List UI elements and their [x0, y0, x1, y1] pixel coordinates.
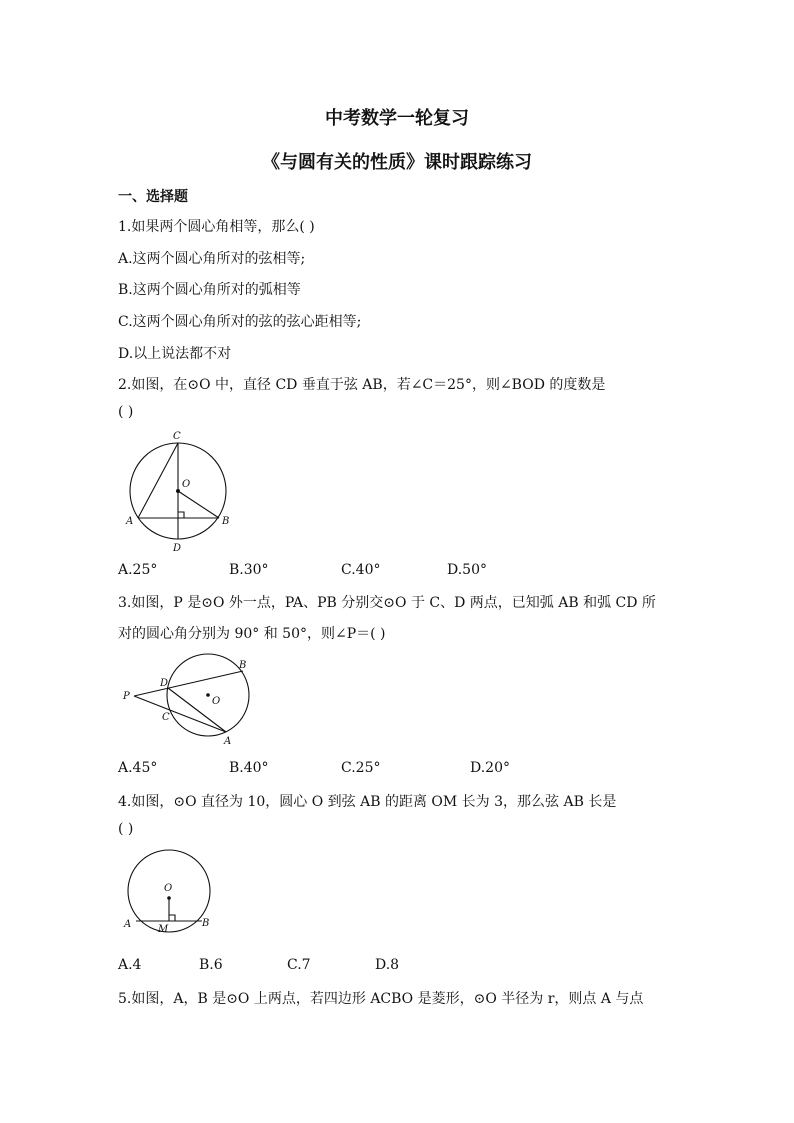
q2-center-dot [176, 489, 180, 493]
q1-option-d: D.以上说法都不对 [118, 346, 232, 362]
q4-option-b: B.6 [199, 957, 223, 973]
q4-option-a: A.4 [118, 957, 142, 973]
q3-label-c: C [162, 712, 170, 723]
q4-right-angle-mark [169, 915, 175, 921]
q2-label-a: A [126, 516, 134, 527]
q4-center-dot [167, 896, 171, 900]
q3-label-o: O [212, 696, 221, 707]
q4-label-m: M [158, 924, 169, 935]
q3-stem-line1: 3.如图，P 是⊙O 外一点，PA、PB 分别交⊙O 于 C、D 两点，已知弧 AB 和弧 CD 所 [118, 595, 656, 611]
q2-right-angle-mark [178, 512, 184, 518]
page-title: 中考数学一轮复习 [325, 108, 469, 129]
q2-option-c: C.40° [341, 562, 381, 578]
q2-label-o: O [182, 479, 191, 490]
q3-option-b: B.40° [229, 760, 269, 776]
section-heading: 一、选择题 [118, 189, 188, 205]
q3-label-d: D [160, 678, 169, 689]
q2-label-c: C [173, 431, 181, 442]
q2-label-b: B [222, 516, 230, 527]
q2-figure [118, 426, 248, 556]
q1-option-a: A.这两个圆心角所对的弦相等; [118, 251, 306, 267]
q3-option-d: D.20° [470, 760, 510, 776]
q4-blank: ( ) [118, 821, 134, 837]
q2-option-a: A.25° [118, 562, 158, 578]
q5-stem: 5.如图，A，B 是⊙O 上两点，若四边形 ACBO 是菱形，⊙O 半径为 r，则点 A 与点 [118, 991, 644, 1007]
q2-option-d: D.50° [447, 562, 487, 578]
q4-label-o: O [164, 883, 173, 894]
q4-option-d: D.8 [375, 957, 400, 973]
q2-stem: 2.如图，在⊙O 中，直径 CD 垂直于弦 AB，若∠C＝25°，则∠BOD 的度数是 [118, 377, 606, 393]
q2-label-d: D [173, 543, 182, 554]
q2-option-b: B.30° [229, 562, 269, 578]
q3-line-pb [134, 671, 243, 696]
q4-figure [118, 852, 218, 942]
q3-label-p: P [123, 691, 130, 702]
q3-figure [118, 654, 258, 750]
q4-label-b: B [202, 918, 210, 929]
q3-option-a: A.45° [118, 760, 158, 776]
q3-label-b: B [239, 660, 247, 671]
q3-center-dot [206, 693, 210, 697]
q3-label-a: A [224, 736, 232, 747]
q4-stem: 4.如图，⊙O 直径为 10，圆心 O 到弦 AB 的距离 OM 长为 3，那么弦 AB 长是 [118, 794, 617, 810]
q1-stem: 1.如果两个圆心角相等，那么( ) [118, 219, 315, 235]
q3-stem-line2: 对的圆心角分别为 90° 和 50°，则∠P＝( ) [118, 626, 386, 642]
q4-label-a: A [124, 919, 132, 930]
q2-segment-ca [138, 443, 178, 518]
q1-option-b: B.这两个圆心角所对的弧相等 [118, 282, 301, 298]
q1-option-c: C.这两个圆心角所对的弦的弦心距相等; [118, 314, 362, 330]
q2-blank: ( ) [118, 404, 134, 420]
q4-option-c: C.7 [287, 957, 311, 973]
page-subtitle: 《与圆有关的性质》课时跟踪练习 [262, 152, 532, 173]
q3-segment-da [168, 688, 226, 732]
q3-option-c: C.25° [341, 760, 381, 776]
